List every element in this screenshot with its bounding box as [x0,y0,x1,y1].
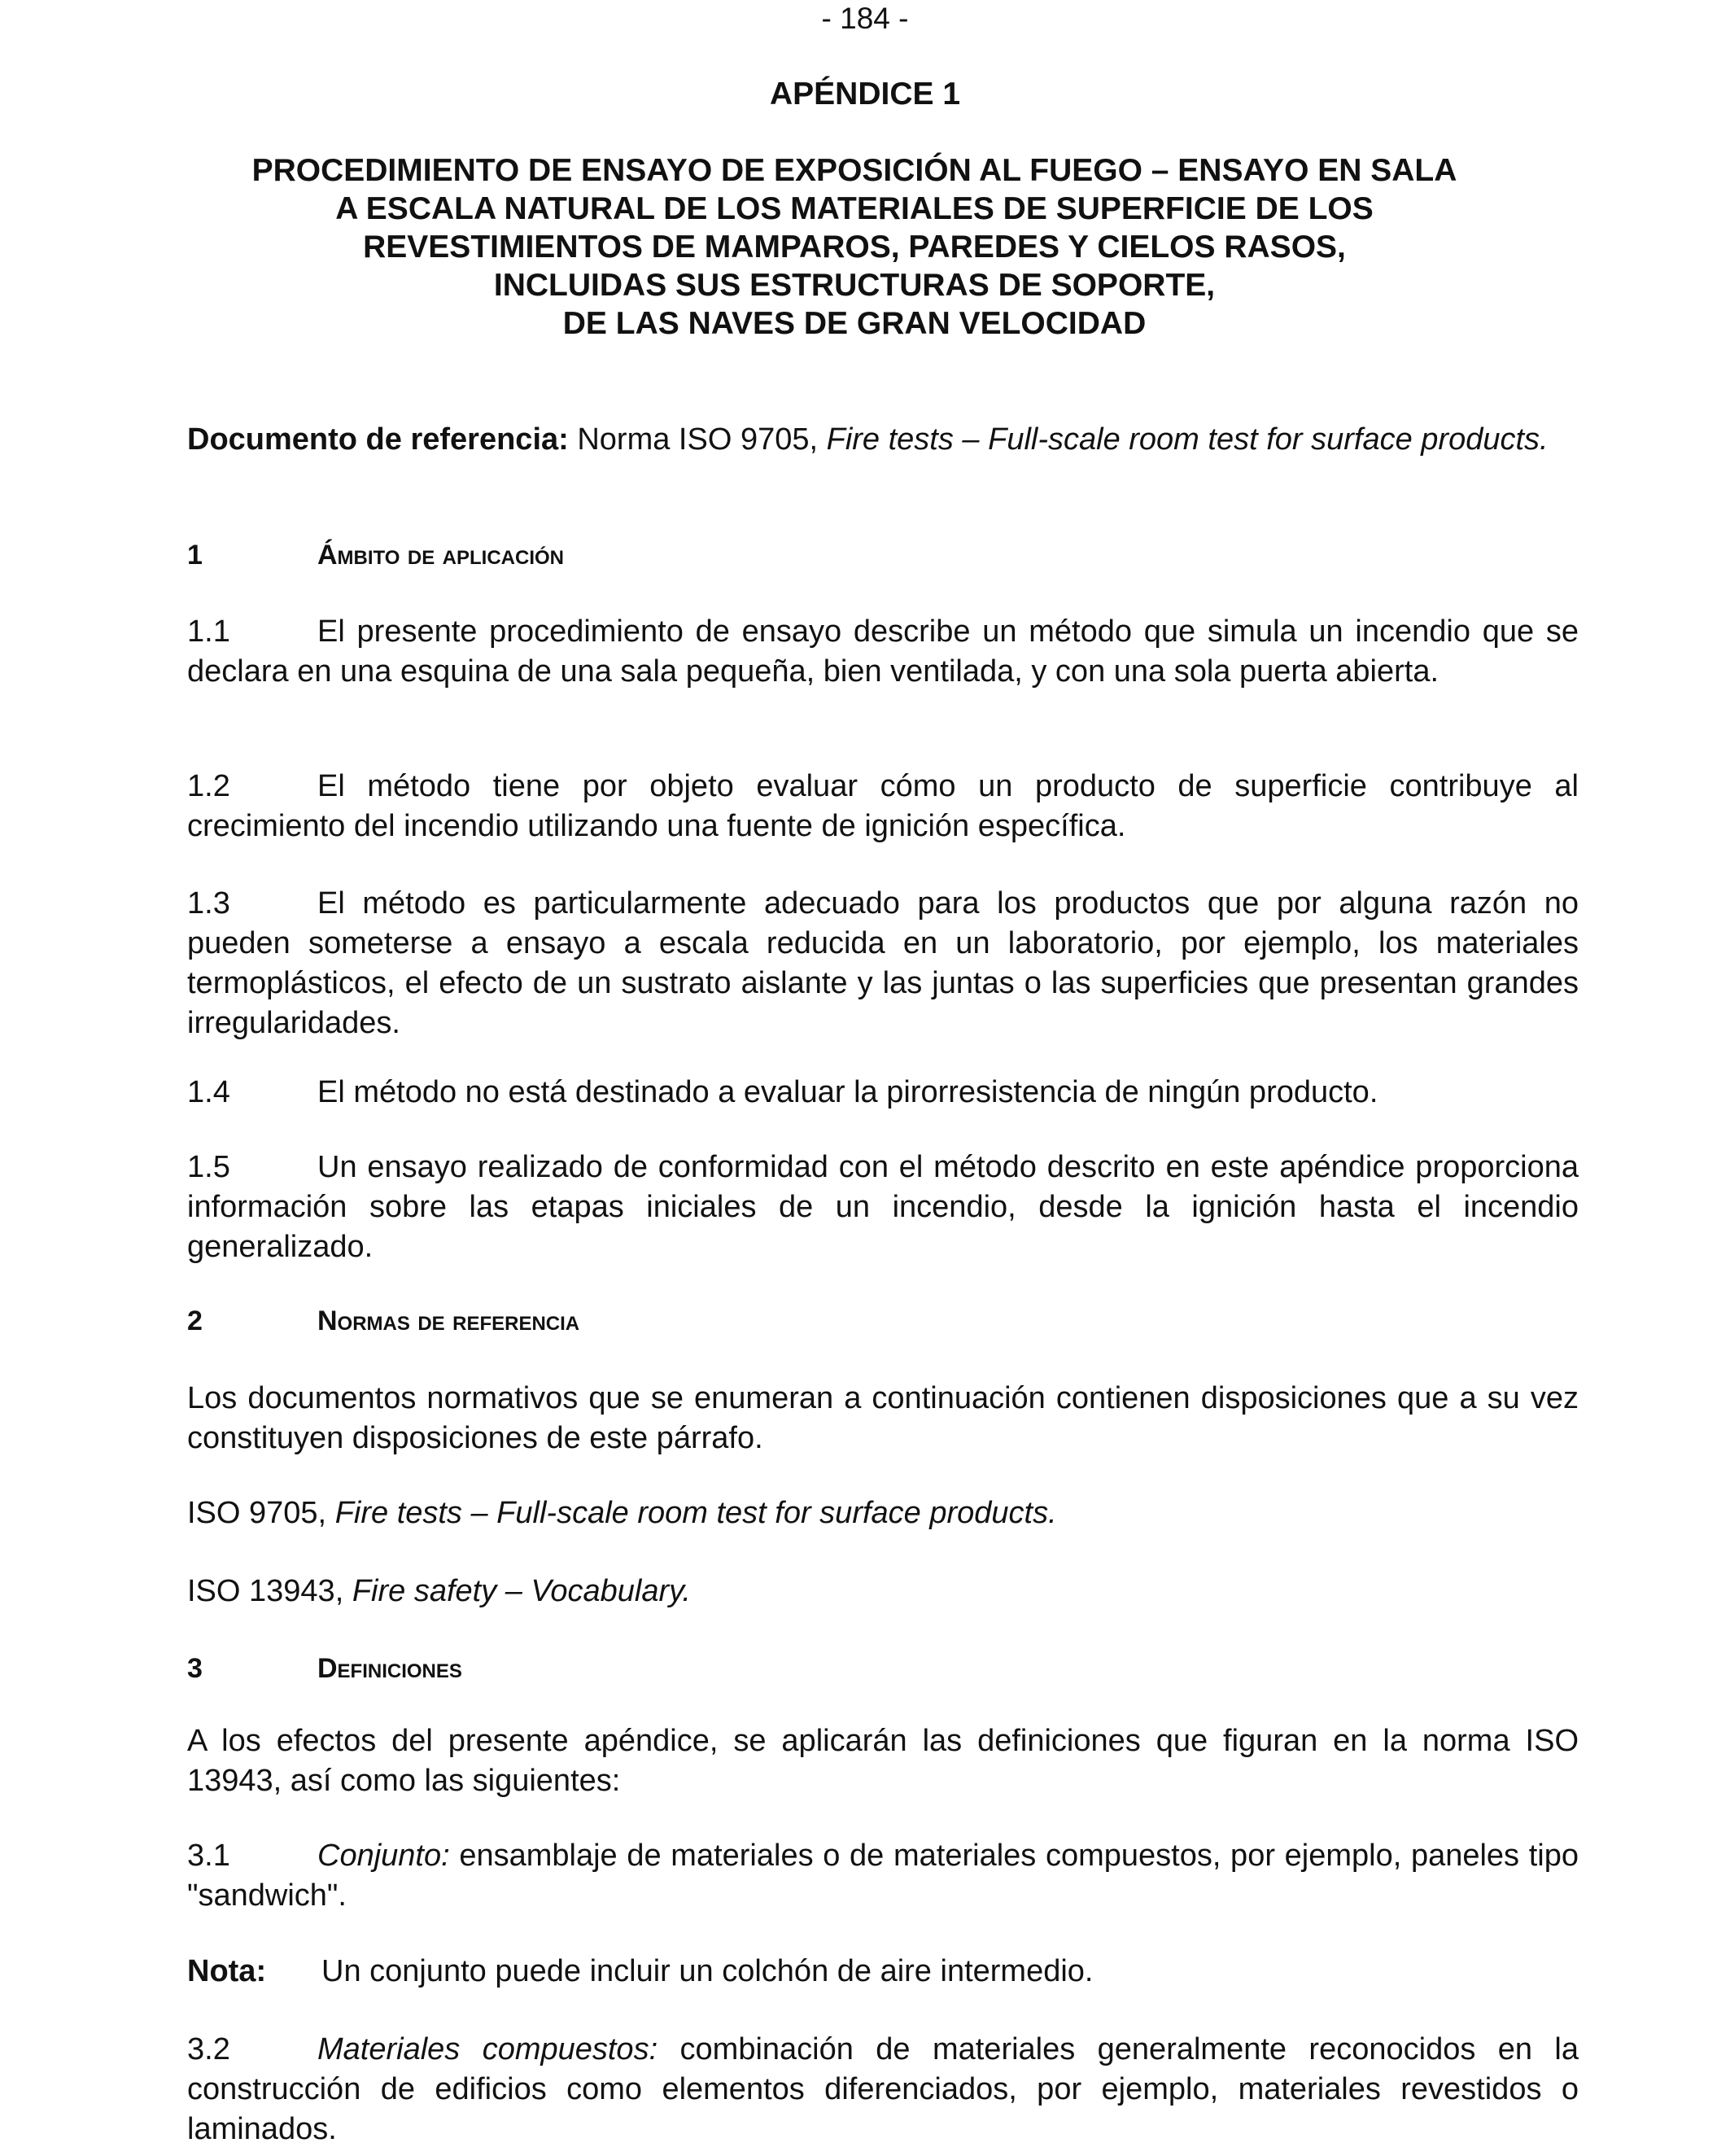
paragraph-number: 1.3 [187,886,230,921]
main-title [146,151,1562,343]
main-title-line: REVESTIMIENTOS DE MAMPAROS, PAREDES Y CIELOS RASOS, [363,230,1346,265]
section-title: Ámbito de aplicación [317,540,565,571]
definition-text: ensamblaje de materiales o de materiales compuestos, por ejemplo, paneles tipo "sandwich". [187,1839,1579,1913]
main-title-line: DE LAS NAVES DE GRAN VELOCIDAD [562,306,1147,341]
section-number: 3 [187,1653,203,1684]
section-title: Normas de referencia [317,1305,580,1336]
section-heading-2 [187,1305,579,1337]
paragraph-3-1 [187,1836,1579,1916]
paragraph-text: El método tiene por objeto evaluar cómo un producto de superficie contribuye al crecimiento del incendio utilizando una fuente de ignición específica. [187,769,1579,843]
reference-title: Fire safety – Vocabulary. [352,1574,691,1608]
paragraph-number: 1.5 [187,1150,230,1184]
reference-code: ISO 9705, [187,1496,327,1530]
paragraph-text: El método es particularmente adecuado para los productos que por alguna razón no pueden someterse a ensayo a escala reducida en un laboratorio, por ejemplo, los materiales termoplásticos, el efecto de un sustrato aislante y las juntas o las superficies que presentan grandes irregularidades. [187,886,1579,1040]
main-title-line: PROCEDIMIENTO DE ENSAYO DE EXPOSICIÓN AL FUEGO – ENSAYO EN SALA [251,153,1457,188]
paragraph-1-5 [187,1148,1579,1267]
section-number: 1 [187,540,203,571]
paragraph-number: 3.2 [187,2032,230,2066]
paragraph-1-1 [187,612,1579,692]
note-text: Un conjunto puede incluir un colchón de aire intermedio. [321,1954,1094,1988]
section-heading-1 [187,540,564,571]
main-title-line: A ESCALA NATURAL DE LOS MATERIALES DE SUPERFICIE DE LOS [335,191,1374,226]
paragraph-1-3 [187,884,1579,1043]
definition-term: Conjunto: [317,1839,450,1873]
section-number: 2 [187,1305,203,1336]
paragraph-text: Un ensayo realizado de conformidad con el método descrito en este apéndice proporciona información sobre las etapas iniciales de un incendio, desde la ignición hasta el incendio generalizado. [187,1150,1579,1264]
note-label: Nota: [187,1954,267,1988]
definition-term: Materiales compuestos: [317,2032,658,2066]
definition-text: combinación de materiales generalmente reconocidos en la construcción de edificios como elementos diferenciados, por ejemplo, materiales revestidos o laminados. [187,2032,1579,2146]
paragraph-number: 1.1 [187,614,230,649]
paragraph-number: 1.2 [187,769,230,803]
paragraph-text: El método no está destinado a evaluar la pirorresistencia de ningún producto. [317,1075,1378,1109]
note [187,1952,1579,1992]
paragraph-1-4 [187,1073,1579,1113]
reference-title: Fire tests – Full-scale room test for surface products. [826,422,1549,457]
reference-code: ISO 13943, [187,1574,344,1608]
main-title-line: INCLUIDAS SUS ESTRUCTURAS DE SOPORTE, [493,268,1216,303]
section-3-intro: A los efectos del presente apéndice, se aplicarán las definiciones que figuran en la norma ISO 13943, así como las siguientes: [187,1724,1579,1798]
appendix-title: APÉNDICE 1 [769,77,961,112]
section-title: Definiciones [317,1653,462,1684]
paragraph-1-2 [187,767,1579,846]
normative-reference [187,1493,1579,1533]
paragraph-text: El presente procedimiento de ensayo describe un método que simula un incendio que se declara en una esquina de una sala pequeña, bien ventilada, y con una sola puerta abierta. [187,614,1579,689]
reference-text: Norma ISO 9705, [577,422,819,457]
reference-label: Documento de referencia: [187,422,569,457]
reference-title: Fire tests – Full-scale room test for surface products. [334,1496,1057,1530]
section-heading-3 [187,1653,462,1685]
reference-document [187,420,1579,460]
normative-reference [187,1572,1579,1612]
page-number: - 184 - [821,2,909,35]
paragraph-number: 1.4 [187,1075,230,1109]
paragraph-3-2 [187,2030,1579,2149]
paragraph-number: 3.1 [187,1839,230,1873]
section-2-intro: Los documentos normativos que se enumeran a continuación contienen disposiciones que a su vez constituyen disposiciones de este párrafo. [187,1381,1579,1455]
